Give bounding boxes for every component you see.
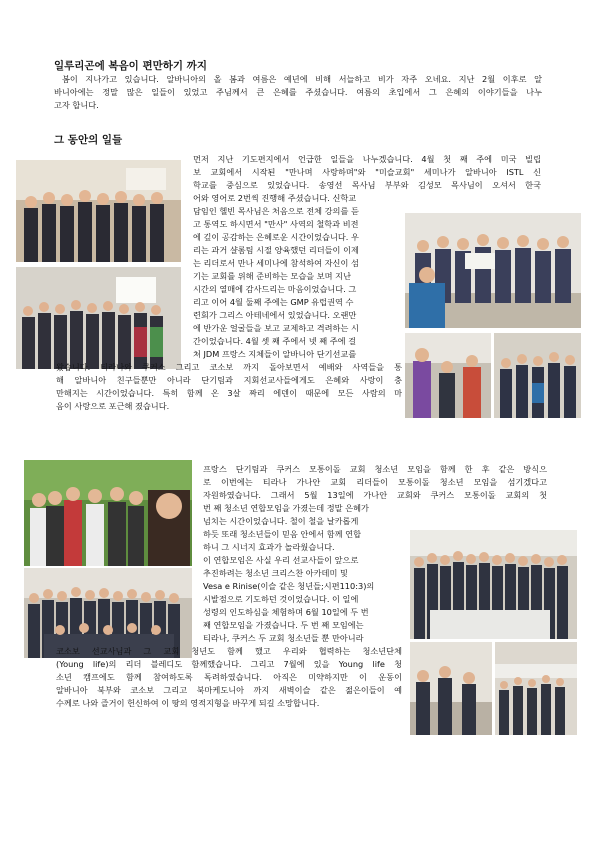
photo-united-meeting-2	[410, 530, 577, 639]
sec1-line-18: 해 알바니아 친구들뿐만 아니라 단기팀과 지회선교사들에게도 은혜와 사랑이 충	[56, 375, 402, 385]
sec2-line-6: 하듯 또래 청소년들이 믿음 안에서 함께 연합	[203, 529, 361, 539]
sec1-line-11: 시간의 열매에 감사드리는 마음이었습니다. 그	[193, 284, 357, 294]
photo-youth-team	[405, 213, 581, 328]
sec2-line-15: 코소보 선교사님과 그 교회 청년도 함께 했고 우리와 협력하는 청소년단체	[56, 646, 402, 656]
intro-line-2: 바니아에는 정말 많은 일들이 있었고 주님께서 큰 은혜를 주셨습니다. 여름의 초입에서 그 은혜의 이야기들을 나누	[54, 87, 542, 97]
sec1-line-20: 음이 사랑으로 포근해 졌습니다.	[56, 401, 170, 411]
sec1-line-8: 리는 과거 샬롬팀 시절 양육했던 리더들이 이제	[193, 245, 359, 255]
sec1-line-17: 왔습니다. 티라나와 쿠커스 그리고 코소보 까지 돌아보면서 예배와 사역들을 통	[56, 362, 402, 372]
sec1-line-9: 는 리더로서 만나 세미나에 참석하여 자신이 섬	[193, 258, 359, 268]
photo-youth-meeting-a	[405, 333, 491, 418]
sec1-line-3: 학교를 중심으로 있었습니다. 송영선 목사님 부부와 김성모 목사님이 오셔서 한국	[193, 180, 541, 190]
sec2-line-5: 넘치는 시간이었습니다. 철이 철을 날카롭게	[203, 516, 359, 526]
photo-seminar-group	[16, 160, 181, 262]
sec1-line-15: 간이었습니다. 4월 셋 째 주에서 넷 째 주에 걸	[193, 336, 357, 346]
sec1-line-2: 보 교회에서 시작된 "만나며 사랑하며"와 "미슬교회" 세미나가 알바니아 ISTL 신	[193, 167, 541, 177]
photo-seminar-room	[16, 267, 181, 369]
sec2-line-18: 알바니아 북부와 코소보 그리고 북마케도니아 까지 새벽이슬 같은 젊은이들이 예	[56, 685, 402, 695]
photo-youth-hall-b	[495, 642, 577, 735]
heading-gospel: 일루리곤에 복음이 편만하기 까지	[54, 60, 207, 72]
sec2-line-8: 이 연합모임은 사실 우리 선교사들이 앞으로	[203, 555, 359, 565]
sec1-line-16: 쳐 JDM 프랑스 지체들이 알바니아 단기선교를	[193, 349, 357, 359]
photo-girls-outdoor	[24, 460, 192, 566]
sec2-line-10: Vesa e Rinise(이슬 같은 청년들;시편110:3)의	[203, 581, 375, 591]
sec2-line-1: 프랑스 단기팀과 쿠커스 모통이돌 교회 청소년 모임을 함께 한 후 같은 방식으	[203, 464, 547, 474]
sec1-line-14: 에 반가운 얼굴들을 보고 교제하고 격려하는 시	[193, 323, 359, 333]
sec1-line-6: 고 통역도 하시면서 "만사" 사역의 철학과 비전	[193, 219, 359, 229]
sec1-line-13: 련회가 그리스 아테네에서 있었습니다. 오랜만	[193, 310, 357, 320]
intro-line-3: 고자 합니다.	[54, 100, 99, 110]
sec2-line-16: (Young life)의 리더 블레디도 함께했습니다. 그리고 7월에 있을 Young life 청	[56, 659, 402, 669]
heading-news: 그 동안의 일들	[54, 134, 123, 146]
sec2-line-7: 하니 그 시너지 효과가 놀라웠습니다.	[203, 542, 335, 552]
sec1-line-5: 담임인 헬빈 목사님은 처음으로 전체 강의를 듣	[193, 206, 359, 216]
sec2-line-2: 로 이번에는 티라나 가나안 교회 리더들이 모통이돌 청소년 모임을 섬기겠다고	[203, 477, 547, 487]
sec1-line-19: 만해지는 시간이었습니다. 특히 함께 온 3살 짜리 에덴이 때문에 모든 사람의 마	[56, 388, 402, 398]
sec2-line-9: 추진하려는 청소년 크리스찬 아카데미 및	[203, 568, 348, 578]
sec1-line-10: 기는 교회를 위해 준비하는 모습을 보며 지난	[193, 271, 351, 281]
sec1-line-1: 먼저 지난 기도편지에서 언급한 일들을 나누겠습니다. 4월 첫 째 주에 미국 빌립	[193, 154, 541, 164]
photo-youth-meeting-b	[494, 333, 581, 418]
sec2-line-11: 시발점으로 기도하던 것이었습니다. 이 일에	[203, 594, 359, 604]
sec2-line-4: 번 째 청소년 연합모임을 가졌는데 정말 은혜가	[203, 503, 369, 513]
sec2-line-12: 성령의 인도하심을 체험하며 6월 10일에 두 번	[203, 607, 369, 617]
intro-line-1: 봄이 지나가고 있습니다. 알바니아의 올 봄과 여름은 예년에 비해 서늘하고 비가 자주 오네요. 지난 2월 이후로 알	[62, 74, 542, 84]
sec2-line-19: 수께로 나와 즐거이 헌신하여 이 땅의 영적지형을 바꾸게 되길 소망합니다.	[56, 698, 320, 708]
sec1-line-4: 어와 영어로 2번씩 진행해 주셨습니다. 신학교	[193, 193, 357, 203]
sec2-line-17: 소년 캠프에도 함께 참여하도록 독려하였습니다. 아직은 미약하지만 이 운동이	[56, 672, 402, 682]
sec1-line-7: 에 깊이 공감하는 은혜로운 시간이었습니다. 우	[193, 232, 359, 242]
sec2-line-3: 자원하였습니다. 그래서 5월 13일에 가나안 교회와 쿠커스 모통이돌 교회의 첫	[203, 490, 547, 500]
sec1-line-12: 리고 이어 4월 둘째 주에는 GMP 유럽권역 수	[193, 297, 354, 307]
photo-youth-hall-a	[410, 642, 492, 735]
sec2-line-13: 째 연합모임을 가졌습니다. 두 번 째 모임에는	[203, 620, 364, 630]
sec2-line-14: 티라나, 쿠커스 두 교회 청소년들 뿐 만아니라	[203, 633, 364, 643]
